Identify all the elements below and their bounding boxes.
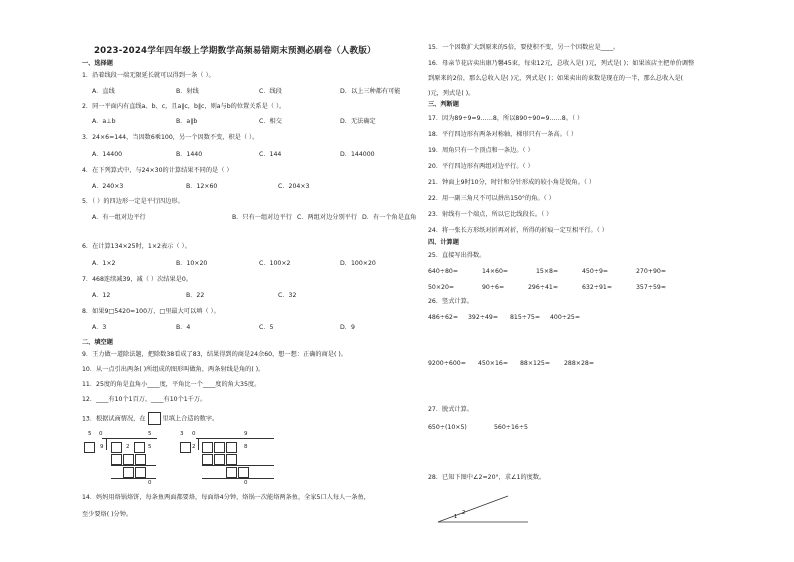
q6-option-c: C．100×2 [259, 260, 291, 267]
question-5: 5．（ ）的四边形一定是平行四边形。 [82, 198, 184, 205]
question-13-text-b: 里填上合适的数字。 [162, 415, 219, 423]
digit-box [214, 442, 225, 453]
question-16-cont: 到原来的2倍，那么总收入是( )元，列式是( )；如果卖出的束数是现在的一半，那么总收入是( [428, 75, 684, 82]
calc-item: 15×8= [536, 268, 559, 275]
section-judge-heading: 三、判断题 [428, 101, 459, 108]
blank-box [148, 412, 161, 425]
fig1-digit: 5 [148, 431, 152, 437]
digit-box [226, 442, 237, 453]
bracket-side [198, 438, 199, 450]
fig2-digit: 9 [244, 431, 248, 437]
question-18: 18．平行四边形有两条对称轴，梯形只有一条高。（ ） [428, 131, 578, 138]
fig2-zero: 0 [244, 480, 248, 486]
question-2: 2．同一平面内有直线a、b、c，且a∥c，b∥c，则a与b的位置关系是（ ）。 [82, 103, 286, 110]
calc-item: 450÷9= [582, 268, 609, 275]
question-4: 4．在下列算式中，与24×30的计算结果不同的是（ ） [82, 167, 233, 174]
question-28: 28．已知下图中∠2=20°，求∠1的度数。 [428, 474, 546, 481]
digit-box [84, 442, 95, 453]
question-14: 14．妈妈用烙锅烙饼，每条鱼两面都要烙，每面烙4分钟，烙锅一次能烙两条鱼，全家5口人每人一条鱼， [82, 494, 370, 501]
calc-item: 400÷25= [550, 314, 581, 321]
digit-box [135, 467, 146, 478]
digit-box [226, 467, 237, 478]
digit-box [202, 442, 213, 453]
q2-option-a: A．a⊥b [92, 118, 116, 125]
section-fill-heading: 二、填空题 [82, 339, 113, 346]
calc-item: 288×28= [564, 360, 595, 367]
section-choice-heading: 一、选择题 [82, 60, 113, 67]
q4-option-a: A．240×3 [92, 183, 124, 190]
page-title: 2023-2024学年四年级上学期数学高频易错期末预测必刷卷（人教版） [94, 46, 376, 56]
q2-option-b: B．a∥b [176, 118, 198, 125]
q1-option-b: B．射线 [176, 88, 199, 95]
bracket-top [196, 438, 274, 439]
digit-box [226, 454, 237, 465]
question-17: 17．因为89÷9=9……8，所以890÷90=9……8。（ ） [428, 115, 584, 122]
question-7: 7．468连续减39，减（ ）次结果是0。 [82, 276, 192, 283]
question-25: 25．直接写出得数。 [428, 252, 486, 259]
fig1-digit: 5 [148, 444, 152, 450]
fig1-zero: 0 [148, 480, 152, 486]
division-figure-1 [82, 430, 162, 486]
q3-option-c: C．144 [259, 151, 282, 158]
q4-option-c: C．204×3 [278, 183, 310, 190]
fig2-digit: 3 [180, 431, 184, 437]
q3-option-b: B．1440 [176, 151, 203, 158]
q5-option-c: C．两组对边分别平行 [297, 214, 358, 221]
section-calc-heading: 四、计算题 [428, 239, 459, 246]
question-27: 27．脱式计算。 [428, 406, 473, 413]
angle-figure [428, 490, 548, 530]
fig1-digit: 0 [99, 431, 103, 437]
digit-box [135, 454, 146, 465]
q8-option-b: B．4 [176, 324, 191, 331]
question-22: 22．用一副三角尺不可以拼出150°的角。（ ） [428, 195, 555, 202]
angle-label-2: 2 [462, 510, 466, 516]
division-figure-2 [178, 430, 278, 486]
question-13-text-a: 13．根据试商情况，在 [82, 415, 146, 423]
fig1-digit: 2 [126, 444, 130, 450]
q7-option-c: C．32 [278, 292, 297, 299]
question-12: 12．____有10个1百万，____有10个1千万。 [82, 396, 207, 403]
q1-option-a: A．直线 [92, 88, 115, 95]
digit-box [134, 442, 145, 453]
rule [202, 478, 274, 479]
digit-box [238, 467, 249, 478]
digit-box [111, 454, 122, 465]
fig1-digit: 5 [88, 431, 92, 437]
question-23: 23．射线有一个端点，所以它比线段长。（ ） [428, 211, 553, 218]
q7-option-a: A．12 [92, 292, 111, 299]
calc-item: 90÷6= [482, 284, 505, 291]
fig2-digit: 8 [244, 444, 248, 450]
bracket-top [102, 438, 157, 439]
q3-option-a: A．14400 [92, 151, 123, 158]
q1-option-c: C．线段 [259, 88, 282, 95]
question-13 [82, 412, 218, 425]
q2-option-d: D．无法确定 [340, 118, 376, 125]
calc-item: 450×16= [478, 360, 509, 367]
calc-item: 357÷59≈ [636, 284, 667, 291]
digit-box [123, 467, 134, 478]
question-11: 11．25度的角是直角小____度，平角比一个____度的角大35度。 [82, 381, 261, 388]
q6-option-b: B．10×20 [176, 260, 208, 267]
q1-option-d: D．以上三种都有可能 [340, 88, 401, 95]
question-16: 16．母亲节花店卖出康乃馨45束，每束12元，总收入是( )元，列式是( )；如果该店主把单价调整 [428, 60, 695, 67]
question-14-cont: 至少要烙( )分钟。 [82, 511, 133, 518]
digit-box [123, 454, 134, 465]
q8-option-a: A．3 [92, 324, 107, 331]
q5-option-a: A．有一组对边平行 [92, 214, 146, 221]
question-15: 15．一个因数扩大到原来的5倍，要使积不变，另一个因数应是____。 [428, 44, 620, 51]
angle-label-1: 1 [454, 514, 458, 520]
q7-option-b: B．22 [186, 292, 205, 299]
digit-box [180, 442, 191, 453]
q8-option-c: C．5 [259, 324, 274, 331]
q3-option-d: D．144000 [340, 151, 375, 158]
digit-box [111, 442, 122, 453]
calc-item: 270+90= [636, 268, 667, 275]
question-24: 24．将一张长方形纸对折再对折，所得的折痕一定互相平行。（ ） [428, 227, 608, 234]
question-10: 10．从一点引出两条( )所组成的图形叫做角，两条射线是角的( )。 [82, 366, 265, 373]
calc-item: 88×125= [520, 360, 551, 367]
calc-item: 640÷80= [428, 268, 459, 275]
calc-item: 650÷(10×5) [428, 424, 467, 431]
calc-item: 560÷16÷5 [494, 424, 528, 431]
digit-box [202, 454, 213, 465]
question-1: 1．沿着线段一端无限延长就可以得到一条（ ）。 [82, 72, 215, 79]
q4-option-b: B．12×60 [186, 183, 218, 190]
calc-item: 50×20= [428, 284, 455, 291]
question-20: 20．平行四边形有两组对边平行。（ ） [428, 163, 534, 170]
fig2-digit: 0 [192, 431, 196, 437]
q2-option-c: C．相交 [259, 118, 282, 125]
q6-option-a: A．1×2 [92, 260, 116, 267]
q6-option-d: D．100×20 [340, 260, 376, 267]
angle-ray-upper [438, 496, 508, 522]
bracket-side [106, 438, 107, 450]
question-6: 6．在计算134×25时，1×2表示（ ）。 [82, 243, 191, 250]
question-8: 8．如果9□5420≈100万，□里最大可以填（ ）。 [82, 308, 220, 315]
fig2-divisor: 2 [192, 444, 196, 450]
question-21: 21．钟面上9时10分，时针和分针形成的较小角是锐角。（ ） [428, 179, 596, 186]
rule [202, 465, 274, 466]
question-19: 19．周角只有一个顶点和一条边。（ ） [428, 147, 534, 154]
q5-option-b: B．只有一组对边平行 [232, 214, 292, 221]
calc-item: 296÷41≈ [528, 284, 559, 291]
question-26: 26．竖式计算。 [428, 298, 473, 305]
calc-item: 9200÷600= [428, 360, 466, 367]
calc-item: 392÷49= [468, 314, 499, 321]
digit-box [214, 454, 225, 465]
question-3: 3．24×6=144，当因数6乘100，另一个因数不变，积是（ ）。 [82, 134, 259, 141]
calc-item: 486÷62= [428, 314, 459, 321]
fig1-divisor: 9 [100, 444, 104, 450]
question-9: 9．王力做一道除法题，把除数38看成了83，结果得到的商是24余60，想一想：正确的商是( )。 [82, 351, 347, 358]
calc-item: 14×60= [482, 268, 509, 275]
question-16-cont2: )元，列式是( )。 [428, 90, 475, 97]
calc-item: 632÷91≈ [582, 284, 613, 291]
rule [111, 465, 156, 466]
calc-item: 815÷75= [510, 314, 541, 321]
q5-option-d: D．有一个角是直角 [362, 214, 417, 221]
q8-option-d: D．9 [340, 324, 355, 331]
